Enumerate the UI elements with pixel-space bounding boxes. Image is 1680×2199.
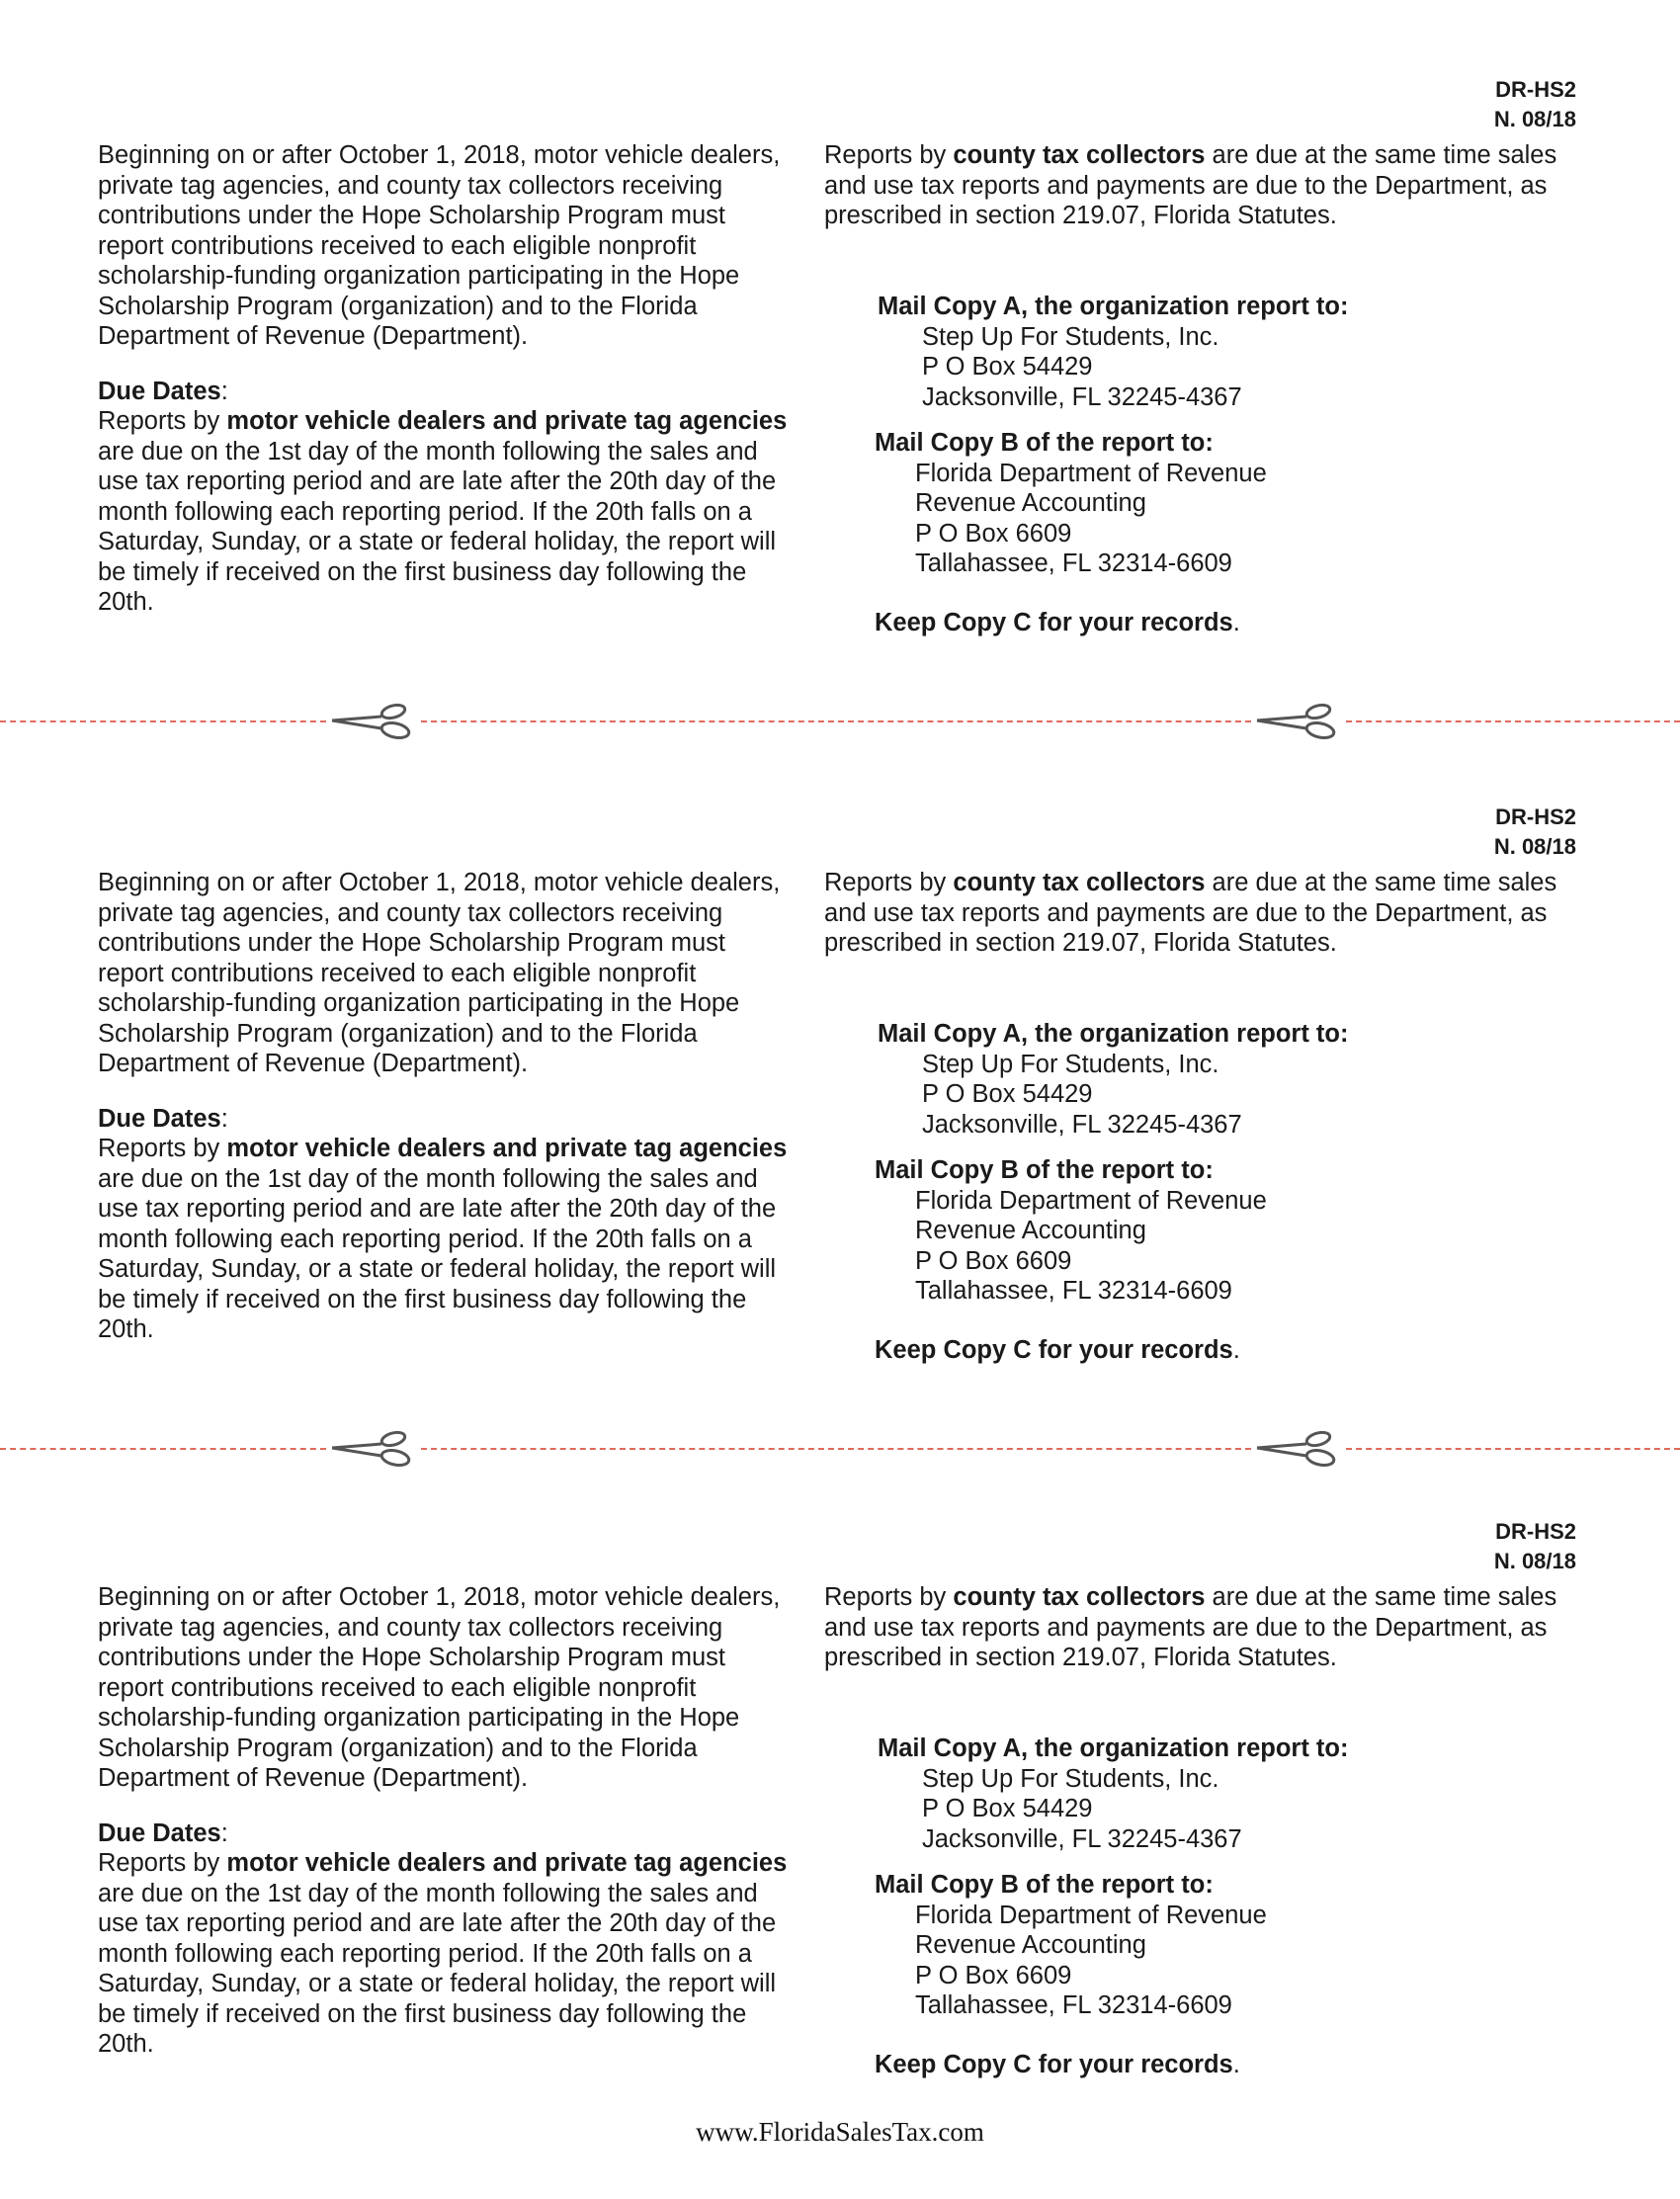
mail-copy-a bbox=[878, 1734, 1569, 1854]
mail-copy-b-line: P O Box 6609 bbox=[915, 1246, 1072, 1275]
mail-copy-b-line: Revenue Accounting bbox=[915, 1217, 1146, 1244]
due-dates-bold: motor vehicle dealers and private tag agencies bbox=[226, 1135, 788, 1162]
keep-copy-c-period: . bbox=[1232, 1336, 1240, 1364]
county-bold: county tax collectors bbox=[953, 869, 1206, 896]
mail-copy-a-line: P O Box 54429 bbox=[922, 1795, 1093, 1822]
form-code-block bbox=[1494, 803, 1576, 862]
scissors-icon bbox=[328, 702, 419, 741]
mail-copy-a-line: Jacksonville, FL 32245-4367 bbox=[922, 382, 1242, 411]
due-dates-colon: : bbox=[220, 1104, 228, 1133]
due-dates-paragraph bbox=[98, 1104, 790, 1345]
mail-copy-b bbox=[875, 1870, 1566, 2021]
form-code: DR-HS2 bbox=[1495, 77, 1576, 102]
mail-copy-a-line: Step Up For Students, Inc. bbox=[922, 1050, 1219, 1078]
mail-copy-a-line: P O Box 54429 bbox=[922, 1080, 1093, 1108]
mail-copy-b-line: Florida Department of Revenue bbox=[915, 1901, 1267, 1929]
county-pre: Reports by bbox=[824, 869, 954, 896]
due-dates-heading: Due Dates bbox=[98, 1104, 221, 1133]
mail-copy-b bbox=[875, 428, 1566, 579]
intro-paragraph: Beginning on or after October 1, 2018, motor vehicle dealers, private tag agencies, and county tax collectors receiving contributions under the Hope Scholarship Program must report contributions received to each eligible nonprofit scholarship-funding organization participating in the Hope Scholarship Program (organization) and to the Florida Department of Revenue (Department). bbox=[98, 141, 781, 350]
due-dates-paragraph bbox=[98, 377, 790, 618]
keep-copy-c-text: Keep Copy C for your records bbox=[875, 609, 1233, 636]
due-dates-pre: Reports by bbox=[98, 407, 227, 435]
keep-copy-c-text: Keep Copy C for your records bbox=[875, 2051, 1233, 2078]
county-bold: county tax collectors bbox=[953, 1583, 1206, 1611]
form-code-block bbox=[1494, 75, 1576, 134]
mail-copy-b bbox=[875, 1155, 1566, 1307]
footer-url: www.FloridaSalesTax.com bbox=[696, 2117, 984, 2147]
form-revision: N. 08/18 bbox=[1493, 107, 1576, 131]
mail-copy-b-line: Florida Department of Revenue bbox=[915, 459, 1267, 487]
due-dates-post: are due on the 1st day of the month following the sales and use tax reporting period and are late after the 20th day of the month following each reporting period. If the 20th falls on a Saturday, Sunday, or a state or federal holiday, the report will be timely if received on the first business day following the 20th. bbox=[98, 1879, 777, 2058]
due-dates-colon: : bbox=[220, 377, 228, 405]
mail-copy-a bbox=[878, 1019, 1569, 1140]
right-column bbox=[824, 1582, 1585, 2078]
mail-copy-a-line: P O Box 54429 bbox=[922, 353, 1093, 381]
form-revision: N. 08/18 bbox=[1493, 834, 1576, 859]
mail-copy-b-line: Florida Department of Revenue bbox=[915, 1186, 1267, 1215]
county-pre: Reports by bbox=[824, 1583, 954, 1611]
mail-copy-a-line: Jacksonville, FL 32245-4367 bbox=[922, 1824, 1242, 1853]
cut-dash bbox=[421, 720, 1251, 722]
mail-copy-a-heading: Mail Copy A, the organization report to: bbox=[878, 293, 1349, 320]
mail-copy-b-heading: Mail Copy B of the report to: bbox=[875, 1156, 1214, 1184]
form-copy-section bbox=[0, 75, 1680, 757]
left-column bbox=[98, 140, 790, 618]
county-bold: county tax collectors bbox=[953, 141, 1206, 169]
mail-copy-b-heading: Mail Copy B of the report to: bbox=[875, 429, 1214, 457]
right-column bbox=[824, 868, 1585, 1364]
cut-dash bbox=[421, 1448, 1251, 1450]
left-column bbox=[98, 1582, 790, 2060]
mail-copy-a-heading: Mail Copy A, the organization report to: bbox=[878, 1734, 1349, 1762]
keep-copy-c-text: Keep Copy C for your records bbox=[875, 1336, 1233, 1364]
mail-copy-b-line: Revenue Accounting bbox=[915, 1931, 1146, 1959]
due-dates-heading: Due Dates bbox=[98, 1818, 221, 1847]
mail-copy-b-line: P O Box 6609 bbox=[915, 1961, 1072, 1989]
county-post: are due at the same time sales and use tax reports and payments are due to the Department, as prescribed in section 219.07, Florida Statutes. bbox=[824, 141, 1557, 229]
due-dates-pre: Reports by bbox=[98, 1135, 227, 1162]
mail-copy-a bbox=[878, 292, 1569, 412]
keep-copy-c bbox=[875, 608, 1566, 638]
form-copy-section bbox=[0, 803, 1680, 1484]
due-dates-pre: Reports by bbox=[98, 1849, 227, 1877]
left-column bbox=[98, 868, 790, 1345]
cut-line bbox=[0, 702, 1680, 741]
county-paragraph bbox=[824, 868, 1585, 959]
due-dates-post: are due on the 1st day of the month following the sales and use tax reporting period and are late after the 20th day of the month following each reporting period. If the 20th falls on a Saturday, Sunday, or a state or federal holiday, the report will be timely if received on the first business day following the 20th. bbox=[98, 437, 777, 616]
due-dates-heading: Due Dates bbox=[98, 377, 221, 405]
cut-dash bbox=[0, 720, 326, 722]
form-code-block bbox=[1494, 1517, 1576, 1576]
county-paragraph bbox=[824, 1582, 1585, 1673]
right-column bbox=[824, 140, 1585, 636]
cut-dash bbox=[0, 1448, 326, 1450]
due-dates-paragraph bbox=[98, 1818, 790, 2060]
scissors-icon bbox=[1253, 702, 1344, 741]
due-dates-bold: motor vehicle dealers and private tag agencies bbox=[226, 1849, 788, 1877]
due-dates-colon: : bbox=[220, 1818, 228, 1847]
county-pre: Reports by bbox=[824, 141, 954, 169]
county-post: are due at the same time sales and use tax reports and payments are due to the Department, as prescribed in section 219.07, Florida Statutes. bbox=[824, 1583, 1557, 1671]
county-post: are due at the same time sales and use tax reports and payments are due to the Department, as prescribed in section 219.07, Florida Statutes. bbox=[824, 869, 1557, 957]
intro-paragraph: Beginning on or after October 1, 2018, motor vehicle dealers, private tag agencies, and county tax collectors receiving contributions under the Hope Scholarship Program must report contributions received to each eligible nonprofit scholarship-funding organization participating in the Hope Scholarship Program (organization) and to the Florida Department of Revenue (Department). bbox=[98, 1583, 781, 1792]
keep-copy-c bbox=[875, 1335, 1566, 1366]
form-revision: N. 08/18 bbox=[1493, 1549, 1576, 1573]
keep-copy-c-period: . bbox=[1232, 609, 1240, 636]
intro-paragraph: Beginning on or after October 1, 2018, motor vehicle dealers, private tag agencies, and county tax collectors receiving contributions under the Hope Scholarship Program must report contributions received to each eligible nonprofit scholarship-funding organization participating in the Hope Scholarship Program (organization) and to the Florida Department of Revenue (Department). bbox=[98, 869, 781, 1077]
mail-copy-b-line: Tallahassee, FL 32314-6609 bbox=[915, 550, 1232, 577]
mail-copy-a-line: Step Up For Students, Inc. bbox=[922, 1764, 1219, 1793]
cut-dash bbox=[1346, 720, 1680, 722]
due-dates-bold: motor vehicle dealers and private tag agencies bbox=[226, 407, 788, 435]
due-dates-post: are due on the 1st day of the month following the sales and use tax reporting period and are late after the 20th day of the month following each reporting period. If the 20th falls on a Saturday, Sunday, or a state or federal holiday, the report will be timely if received on the first business day following the 20th. bbox=[98, 1164, 777, 1343]
mail-copy-a-heading: Mail Copy A, the organization report to: bbox=[878, 1020, 1349, 1048]
mail-copy-b-line: Revenue Accounting bbox=[915, 489, 1146, 517]
mail-copy-b-line: P O Box 6609 bbox=[915, 519, 1072, 548]
keep-copy-c bbox=[875, 2050, 1566, 2080]
cut-line bbox=[0, 1429, 1680, 1469]
mail-copy-b-heading: Mail Copy B of the report to: bbox=[875, 1871, 1214, 1899]
form-copy-section bbox=[0, 1517, 1680, 2199]
form-code: DR-HS2 bbox=[1495, 804, 1576, 829]
county-paragraph bbox=[824, 140, 1585, 231]
mail-copy-b-line: Tallahassee, FL 32314-6609 bbox=[915, 1277, 1232, 1305]
cut-dash bbox=[1346, 1448, 1680, 1450]
scissors-icon bbox=[328, 1429, 419, 1469]
keep-copy-c-period: . bbox=[1232, 2051, 1240, 2078]
mail-copy-a-line: Jacksonville, FL 32245-4367 bbox=[922, 1110, 1242, 1139]
mail-copy-b-line: Tallahassee, FL 32314-6609 bbox=[915, 1991, 1232, 2019]
mail-copy-a-line: Step Up For Students, Inc. bbox=[922, 322, 1219, 351]
scissors-icon bbox=[1253, 1429, 1344, 1469]
form-code: DR-HS2 bbox=[1495, 1519, 1576, 1544]
